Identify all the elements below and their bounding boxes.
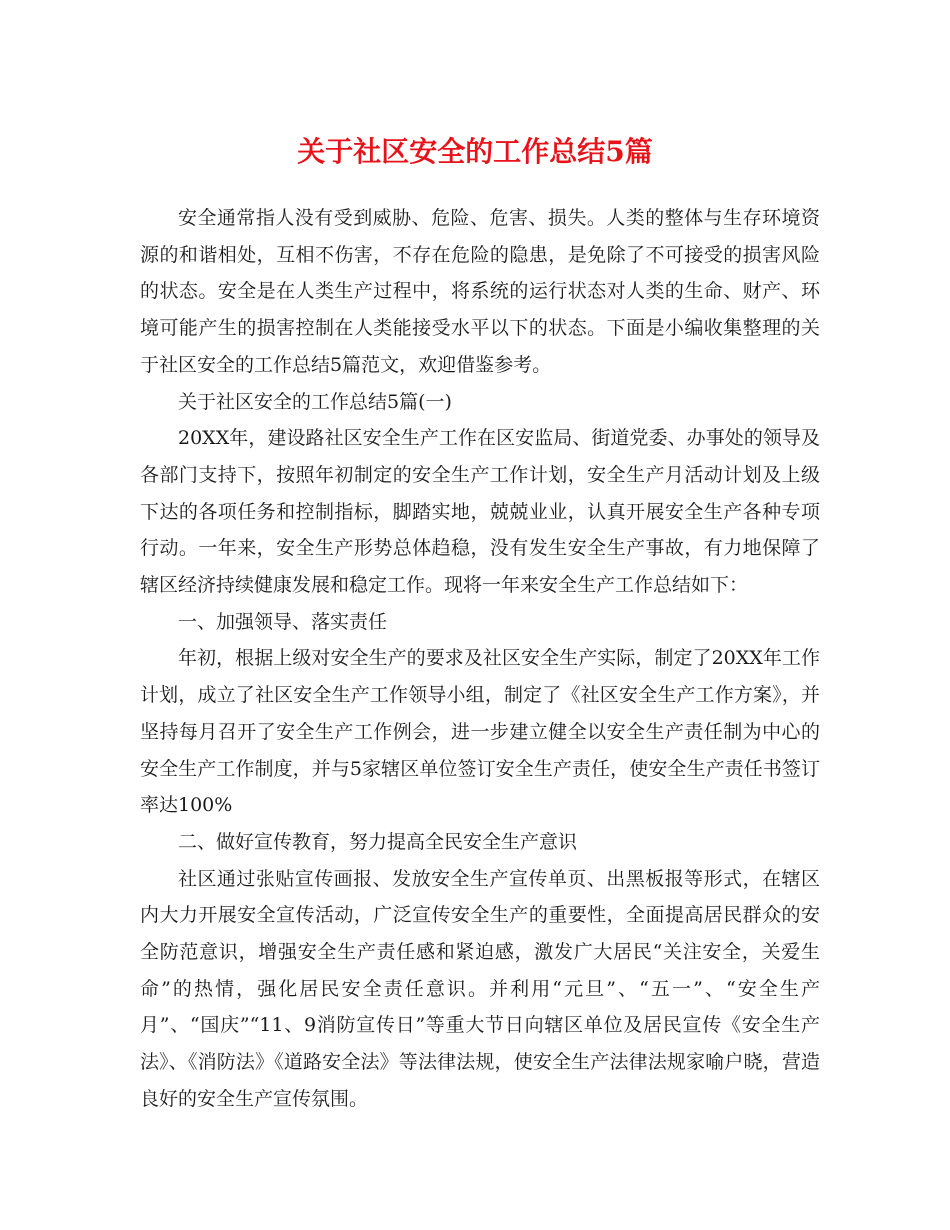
document-title: 关于社区安全的工作总结5篇 [297,135,653,168]
summary-overview-paragraph: 20XX年，建设路社区安全生产工作在区安监局、街道党委、办事处的领导及各部门支持下，按照年初制定的安全生产工作计划，安全生产月活动计划及上级下达的各项任务和控制指标，脚踏实地，兢兢业业，认真开展安全生产各种专项行动。一年来，安全生产形势总体趋稳，没有发生安全生产事故，有力地保障了辖区经济持续健康发展和稳定工作。现将一年来安全生产工作总结如下： [140,427,820,597]
publicity-paragraph: 社区通过张贴宣传画报、发放安全生产宣传单页、出黑板报等形式，在辖区内大力开展安全宣传活动，广泛宣传安全生产的重要性，全面提高居民群众的安全防范意识，增强安全生产责任感和紧迫感，激发广大居民“关注安全，关爱生命”的热情，强化居民安全责任意识。并利用“元旦”、“五一”、“安全生产月”、“国庆”“11、9消防宣传日”等重大节日向辖区单位及居民宣传《安全生产法》、《消防法》《道路安全法》等法律法规，使安全生产法律法规家喻户晓，营造良好的安全生产宣传氛围。 [140,867,820,1110]
subheading-leadership: 一、加强领导、落实责任 [178,610,388,633]
subheading-publicity: 二、做好宣传教育，努力提高全民安全生产意识 [178,830,578,853]
leadership-paragraph: 年初，根据上级对安全生产的要求及社区安全生产实际，制定了20XX年工作计划，成立了社区安全生产工作领导小组，制定了《社区安全生产工作方案》，并坚持每月召开了安全生产工作例会，进一步建立健全以安全生产责任制为中心的安全生产工作制度，并与5家辖区单位签订安全生产责任，使安全生产责任书签订率达100% [140,647,820,817]
intro-paragraph: 安全通常指人没有受到威胁、危险、危害、损失。人类的整体与生存环境资源的和谐相处，互相不伤害，不存在危险的隐患，是免除了不可接受的损害风险的状态。安全是在人类生产过程中，将系统的运行状态对人类的生命、财产、环境可能产生的损害控制在人类能接受水平以下的状态。下面是小编收集整理的关于社区安全的工作总结5篇范文，欢迎借鉴参考。 [140,207,820,376]
document-body [140,200,820,1118]
section-heading-part-one: 关于社区安全的工作总结5篇(一) [178,390,452,413]
